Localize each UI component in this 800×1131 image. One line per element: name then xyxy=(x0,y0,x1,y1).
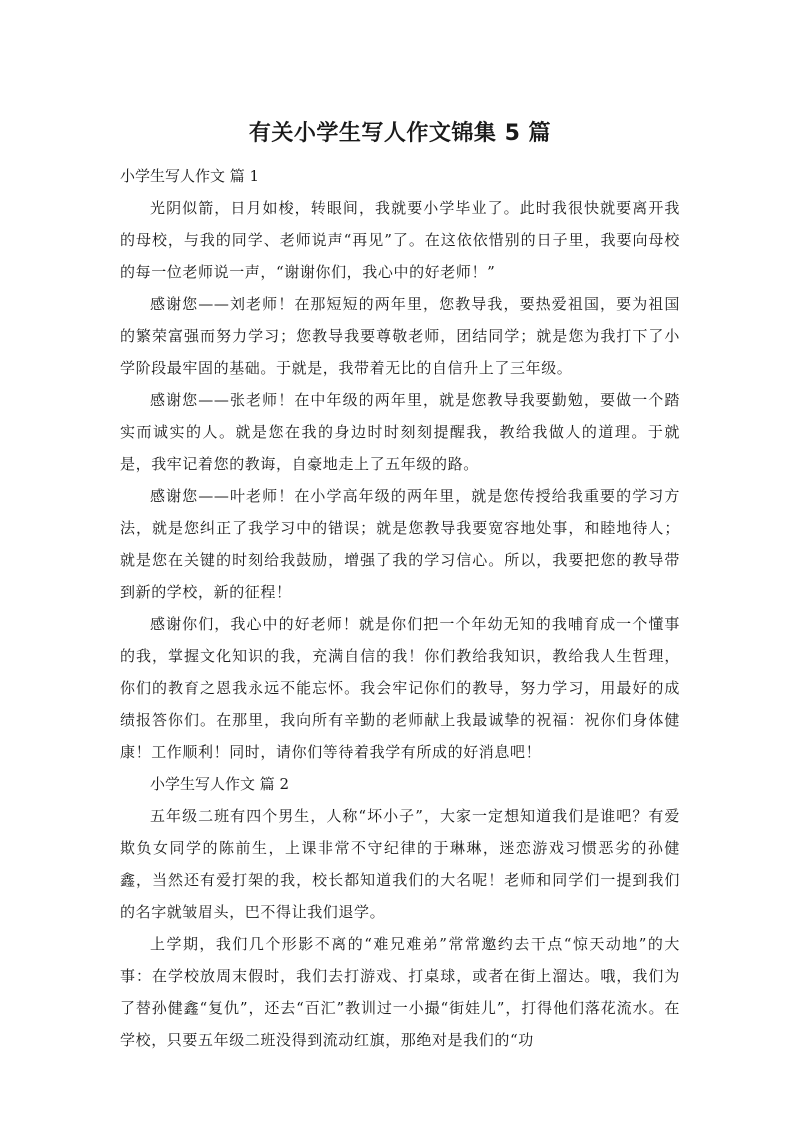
paragraph: 感谢你们，我心中的好老师！就是你们把一个年幼无知的我哺育成一个懂事的我，掌握文化知识的我，充满自信的我！你们教给我知识，教给我人生哲理，你们的教育之恩我永远不能忘怀。我会牢记你们的教导，努力学习，用最好的成绩报答你们。在那里，我向所有辛勤的老师献上我最诚挚的祝福：祝你们身体健康！工作顺利！同时，请你们等待着我学有所成的好消息吧！ xyxy=(120,615,680,761)
paragraph: 感谢您——刘老师！在那短短的两年里，您教导我，要热爱祖国，要为祖国的繁荣富强而努力学习；您教导我要尊敬老师，团结同学；就是您为我打下了小学阶段最牢固的基础。于就是，我带着无比的自信升上了三年级。 xyxy=(120,295,680,377)
section-heading-2: 小学生写人作文 篇 2 xyxy=(150,775,290,793)
paragraph: 感谢您——张老师！在中年级的两年里，就是您教导我要勤勉，要做一个踏实而诚实的人。就是您在我的身边时时刻刻提醒我，教给我做人的道理。于就是，我牢记着您的教诲，自豪地走上了五年级的路。 xyxy=(120,391,680,473)
section-heading-1: 小学生写人作文 篇 1 xyxy=(120,167,260,185)
paragraph: 光阴似箭，日月如梭，转眼间，我就要小学毕业了。此时我很快就要离开我的母校，与我的同学、老师说声“再见”了。在这依依惜别的日子里，我要向母校的每一位老师说一声，“谢谢你们，我心中的好老师！” xyxy=(120,199,680,281)
paragraph: 感谢您——叶老师！在小学高年级的两年里，就是您传授给我重要的学习方法，就是您纠正了我学习中的错误；就是您教导我要宽容地处事，和睦地待人；就是您在关键的时刻给我鼓励，增强了我的学习信心。所以，我要把您的教导带到新的学校，新的征程！ xyxy=(120,487,680,601)
document-body xyxy=(120,160,680,1056)
document-title: 有关小学生写人作文锦集 5 篇 xyxy=(248,121,552,146)
paragraph: 上学期，我们几个形影不离的“难兄难弟”常常邀约去干点“惊天动地”的大事：在学校放周末假时，我们去打游戏、打桌球，或者在街上溜达。哦，我们为了替孙健鑫“复仇”，还去“百汇”教训过一小撮“街娃儿”，打得他们落花流水。在学校，只要五年级二班没得到流动红旗，那绝对是我们的“功 xyxy=(120,935,680,1049)
paragraph: 五年级二班有四个男生，人称“坏小子”，大家一定想知道我们是谁吧？有爱欺负女同学的陈前生，上课非常不守纪律的于琳琳，迷恋游戏习惯恶劣的孙健鑫，当然还有爱打架的我，校长都知道我们的大名呢！老师和同学们一提到我们的名字就皱眉头，巴不得让我们退学。 xyxy=(120,807,680,921)
